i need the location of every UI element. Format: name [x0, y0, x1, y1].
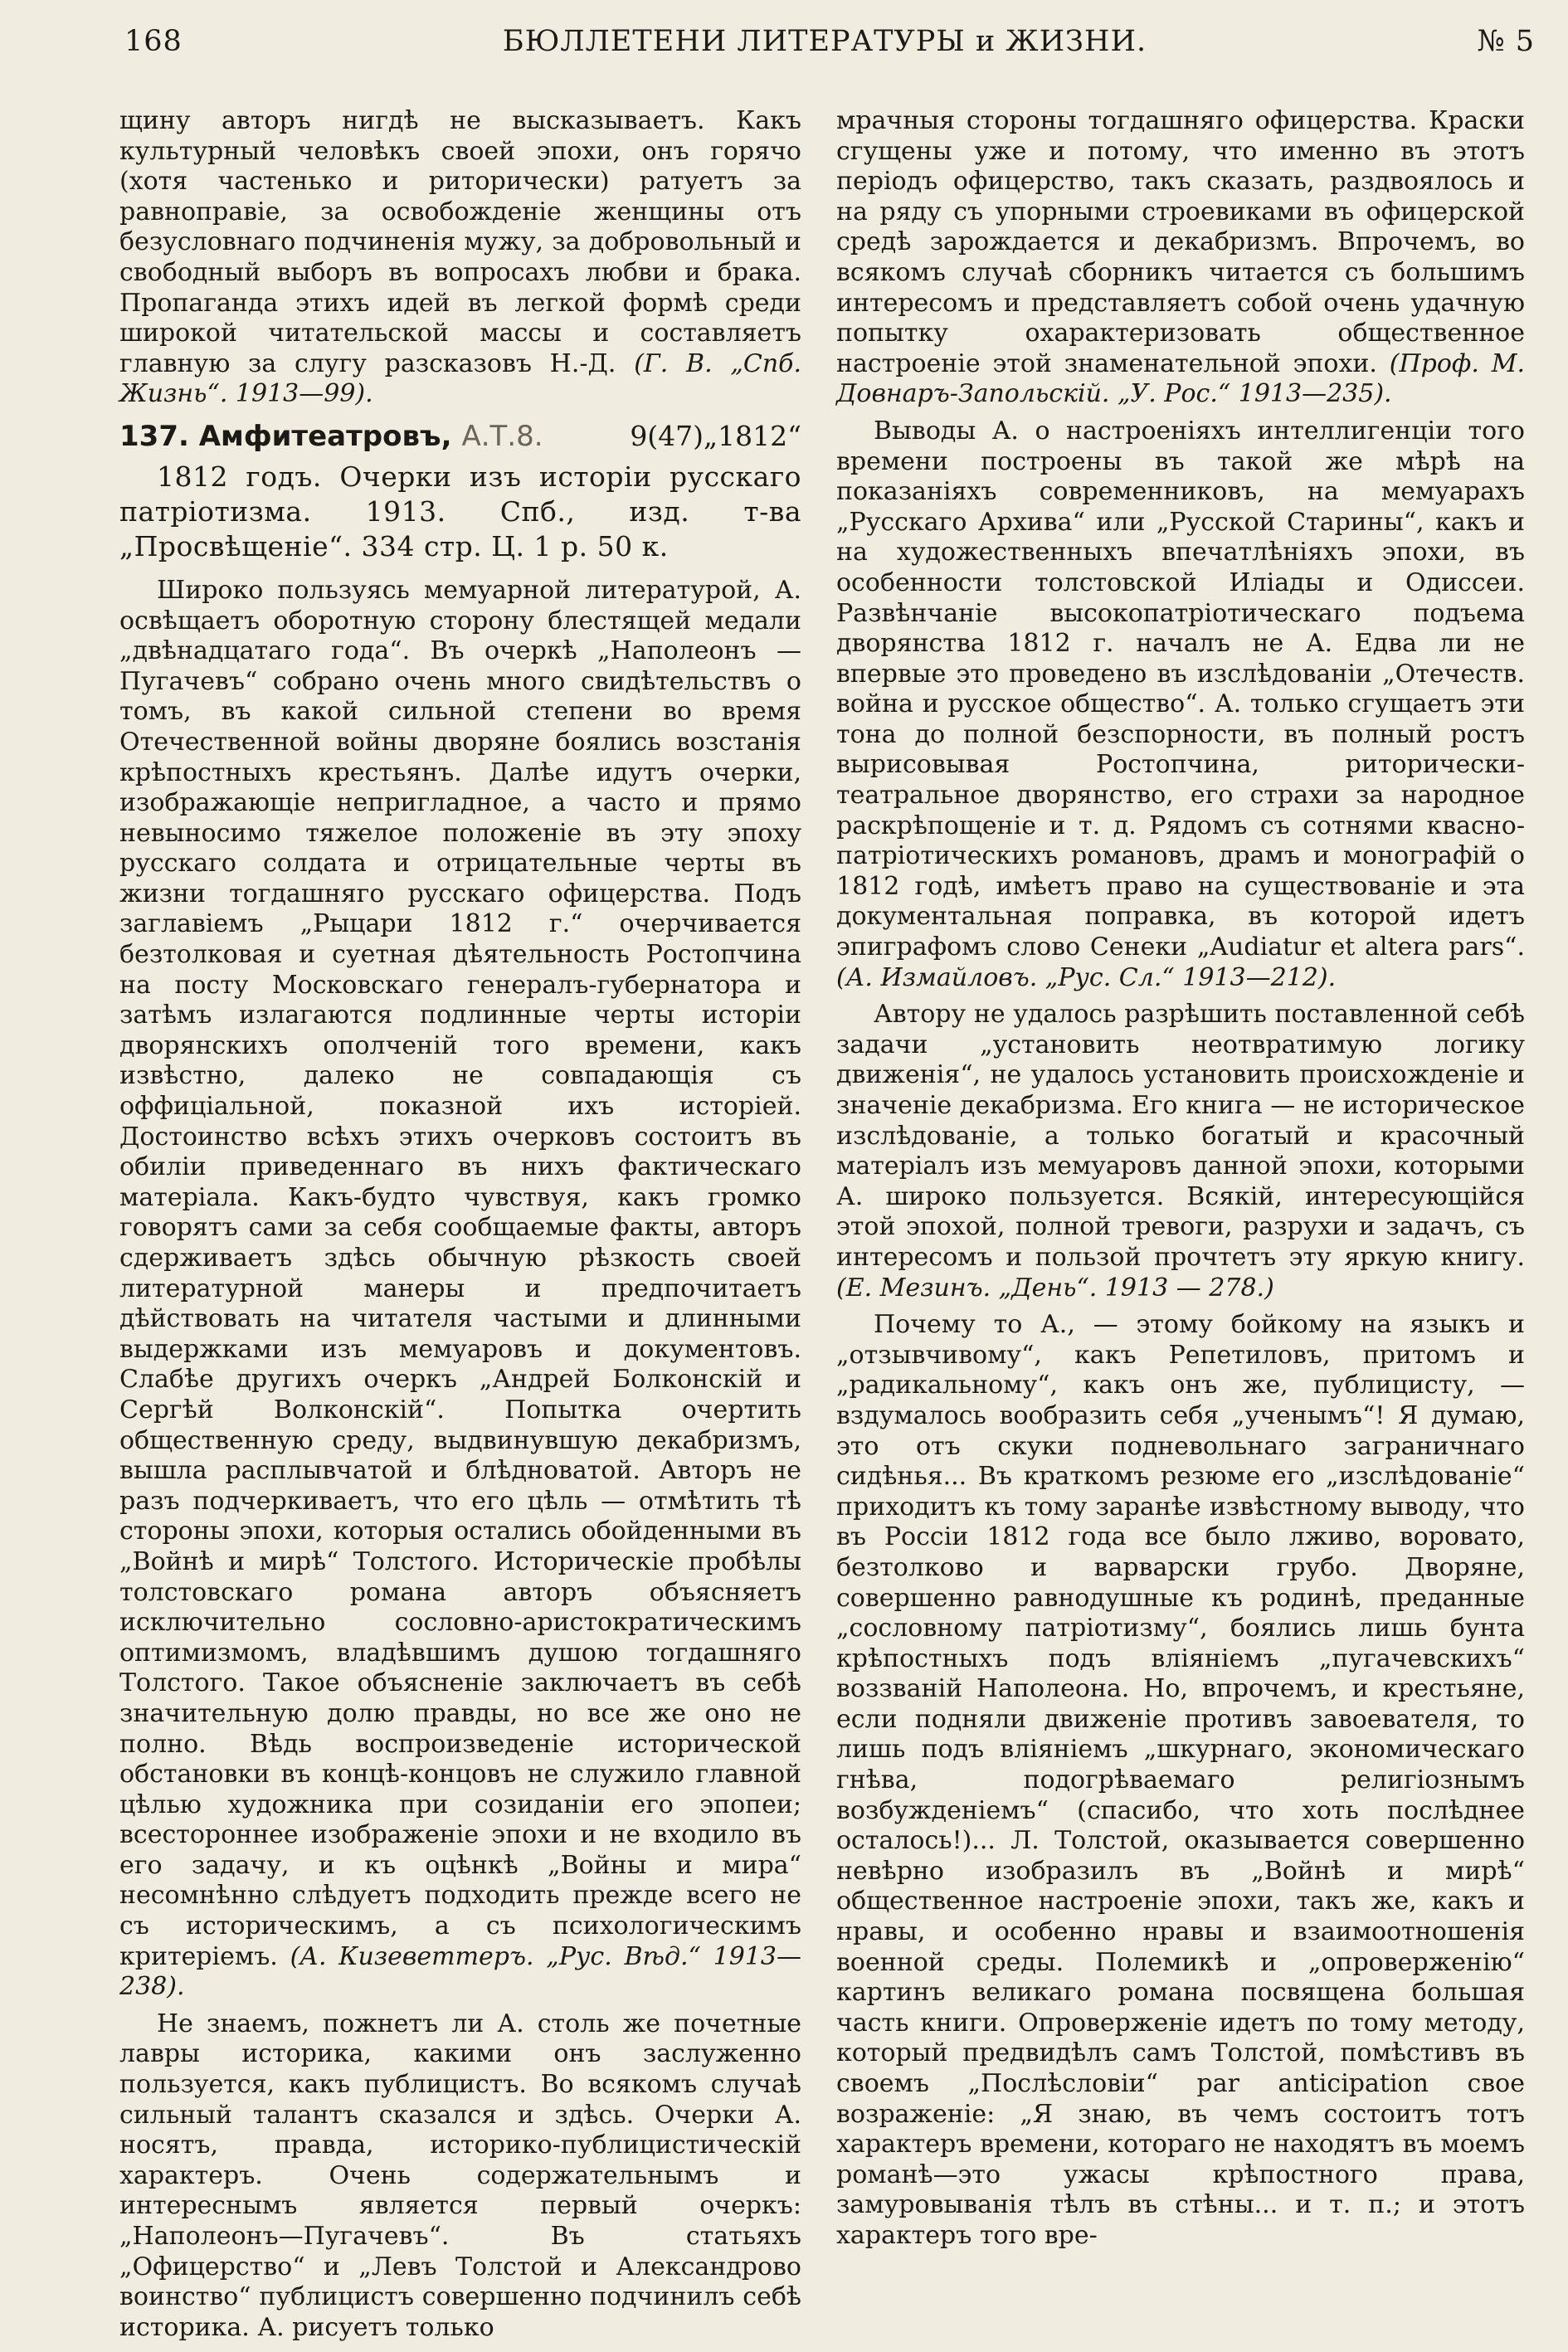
- entry-bibliography: 1812 годъ. Очерки изъ исторіи русскаго патріотизма. 1913. Спб., изд. т-ва „Просвѣщеніе“. 334 стр. Ц. 1 р. 50 к.: [119, 460, 801, 562]
- left-column: [119, 106, 802, 2342]
- review-source: (А. Измайловъ. „Рус. Сл.“ 1913—212).: [836, 962, 1337, 992]
- review-text: щину авторъ нигдѣ не высказываетъ. Какъ культурный человѣкъ своей эпохи, онъ горячо (хотя частенько и риторически) ратуетъ за равноправіе, за освобожденіе женщины отъ безусловнаго подчиненія мужу, за добровольный и свободный выборъ въ вопросахъ любви и брака. Пропаганда этихъ идей въ легкой формѣ среди широкой читательской массы и составляетъ главную за слугу разсказовъ Н.-Д.: [119, 106, 801, 378]
- review-paragraph: [836, 416, 1525, 993]
- review-paragraph: [119, 576, 801, 2003]
- entry-number-author: 137. Амфитеатровъ,: [119, 419, 452, 453]
- review-paragraph: [119, 106, 801, 410]
- review-text: Не знаемъ, пожнетъ ли А. столь же почетные лавры историка, какими онъ заслуженно пользуется, какъ публицистъ. Во всякомъ случаѣ сильный талантъ сказался и здѣсь. Очерки А. носятъ, правда, историко-публицистическій характеръ. Очень содержательнымъ и интереснымъ является первый очеркъ: „Наполеонъ—Пугачевъ“. Въ статьяхъ „Офицерство“ и „Левъ Толстой и Александрово воинство“ публицистъ совершенно подчинилъ себѣ историка. А. рисуетъ только: [119, 2009, 801, 2342]
- page-number: 168: [124, 25, 183, 58]
- review-source: (А. Кизеветтеръ. „Рус. Вѣд.“ 1913—238).: [119, 1941, 801, 2002]
- right-column: [836, 106, 1525, 2319]
- review-text: Почему то А., — этому бойкому на языкъ и „отзывчивому“, какъ Репетиловъ, притомъ и „радикальному“, какъ онъ же, публицисту, — вздумалось вообразить себя „ученымъ“! Я думаю, это отъ скуки подневольнаго заграничнаго сидѣнья... Въ краткомъ резюме его „изслѣдованіе“ приходитъ къ тому заранѣе извѣстному выводу, что въ Россіи 1812 года все было лживо, воровато, безтолково и варварски грубо. Дворяне, совершенно равнодушные къ родинѣ, преданные „сословному патріотизму“, боялись лишь бунта крѣпостныхъ подъ вліяніемъ „пугачевскихъ“ воззваній Наполеона. Но, впрочемъ, и крестьяне, если подняли движеніе противъ завоевателя, то лишь подъ вліяніемъ „шкурнаго, экономическаго гнѣва, подогрѣваемаго религіознымъ возбужденіемъ“ (спасибо, что хоть послѣднее осталось!)... Л. Толстой, оказывается совершенно невѣрно изобразилъ въ „Войнѣ и мирѣ“ общественное настроеніе эпохи, такъ же, какъ и нравы, и особенно нравы и взаимоотношенія военной среды. Полемикѣ и „опроверженію“ картинъ великаго романа посвящена большая часть книги. Опроверженіе идетъ по тому методу, который предвидѣлъ самъ Толстой, помѣстивъ въ своемъ „Послѣсловіи“ par anticipation свое возраженіе: „Я знаю, въ чемъ состоитъ тотъ характеръ времени, котораго не находятъ въ моемъ романѣ—это ужасы крѣпостного права, замуровыванія тѣлъ въ стѣны... и т. п.; и этотъ характеръ того вре-: [836, 1310, 1525, 2250]
- journal-title: БЮЛЛЕТЕНИ ЛИТЕРАТУРЫ и ЖИЗНИ.: [502, 25, 1147, 58]
- review-paragraph: [119, 2009, 801, 2344]
- review-text: Автору не удалось разрѣшить поставленной себѣ задачи „установить неотвратимую логику движенія“, не удалось установить происхожденіе и значеніе декабризма. Его книга — не историческое изслѣдованіе, а только богатый и красочный матеріалъ изъ мемуаровъ данной эпохи, которыми А. широко пользуется. Всякій, интересующійся этой эпохой, полной тревоги, разрухи и задачъ, съ интересомъ и пользой прочтетъ эту яркую книгу.: [836, 1000, 1525, 1272]
- issue-number: № 5: [1477, 25, 1535, 58]
- review-paragraph: [836, 1310, 1525, 2251]
- page-header: [114, 20, 1535, 68]
- review-source: (Е. Мезинъ. „День“. 1913 — 278.): [836, 1273, 1274, 1303]
- review-text: мрачныя стороны тогдашняго офицерства. Краски сгущены уже и потому, что именно въ этотъ періодъ офицерство, такъ сказать, раздвоялось и на ряду съ упорными строевиками въ офицерской средѣ зарождается и декабризмъ. Впрочемъ, во всякомъ случаѣ сборникъ читается съ большимъ интересомъ и представляетъ собой очень удачную попытку охарактеризовать общественное настроеніе этой знаменательной эпохи.: [836, 106, 1525, 378]
- review-source: (Проф. М. Довнаръ-Запольскій. „У. Рос.“ 1913—235).: [836, 348, 1525, 409]
- entry-heading: [119, 418, 801, 455]
- entry-classification: 9(47)„1812“: [630, 419, 801, 452]
- review-paragraph: [836, 1000, 1525, 1303]
- review-text: Широко пользуясь мемуарной литературой, А. освѣщаетъ оборотную сторону блестящей медали „двѣнадцатаго года“. Въ очеркѣ „Наполеонъ — Пугачевъ“ собрано очень много свидѣтельствъ о томъ, въ какой сильной степени во время Отечественной войны дворяне боялись возстанія крѣпостныхъ крестьянъ. Далѣе идутъ очерки, изображающіе непригладное, а часто и прямо невыносимо тяжелое положеніе въ эту эпоху русскаго солдата и отрицательные черты въ жизни тогдашняго русскаго офицерства. Подъ заглавіемъ „Рыцари 1812 г.“ очерчивается безтолковая и суетная дѣятельность Ростопчина на посту Московскаго генералъ-губернатора и затѣмъ излагаются подлинные черты исторіи дворянскихъ ополченій того времени, какъ извѣстно, далеко не совпадающія съ оффиціальной, показной ихъ исторіей. Достоинство всѣхъ этихъ очерковъ состоитъ въ обиліи приведеннаго въ нихъ фактическаго матеріала. Какъ-будто чувствуя, какъ громко говорятъ сами за себя сообщаемые факты, авторъ сдерживаетъ здѣсь обычную рѣзкость своей литературной манеры и предпочитаетъ дѣйствовать на читателя частыми и длинными выдержками изъ мемуаровъ и документовъ. Слабѣе другихъ очеркъ „Андрей Болконскій и Сергѣй Волконскій“. Попытка очертить общественную среду, выдвинувшую декабризмъ, вышла расплывчатой и блѣдноватой. Авторъ не разъ подчеркиваетъ, что его цѣль — отмѣтить тѣ стороны эпохи, которыя остались обойденными въ „Войнѣ и мирѣ“ Толстого. Историческіе пробѣлы толстовскаго романа авторъ объясняетъ исключительно сословно-аристократическимъ оптимизмомъ, владѣвшимъ душою тогдашняго Толстого. Такое объясненіе заключаетъ въ себѣ значительную долю правды, но все же оно не полно. Вѣдь воспроизведеніе исторической обстановки въ концѣ-концовъ не служило главной цѣлью художника при созиданіи его эпопеи; всестороннее изображеніе эпохи и не входило въ его задачу, и къ оцѣнкѣ „Войны и мира“ несомнѣнно слѣдуетъ подходить прежде всего не съ историческимъ, а съ психологическимъ критеріемъ.: [119, 575, 801, 1971]
- entry-marks: А.Т.8.: [461, 419, 543, 453]
- review-paragraph: [836, 106, 1525, 410]
- review-source: (Г. В. „Спб. Жизнь“. 1913—99).: [119, 348, 802, 409]
- review-text: Выводы А. о настроеніяхъ интеллигенціи того времени построены въ такой же мѣрѣ на показаніяхъ современниковъ, на мемуарахъ „Русскаго Архива“ или „Русской Старины“, какъ и на художественныхъ впечатлѣніяхъ эпохи, въ особенности толстовской Иліады и Одиссеи. Развѣнчаніе высокопатріотическаго подъема дворянства 1812 г. началъ не А. Едва ли не впервые это проведено въ изслѣдованіи „Отечеств. война и русское общество“. А. только сгущаетъ эти тона до полной безспорности, въ полный ростъ вырисовывая Ростопчина, риторически-театральное дворянство, его страхи за народное раскрѣпощеніе и т. д. Рядомъ съ сотнями квасно-патріотическихъ романовъ, драмъ и монографій о 1812 годѣ, имѣетъ право на существованіе и эта документальная поправка, въ которой идетъ эпиграфомъ слово Сенеки „Audiatur et altera pars“.: [836, 416, 1525, 962]
